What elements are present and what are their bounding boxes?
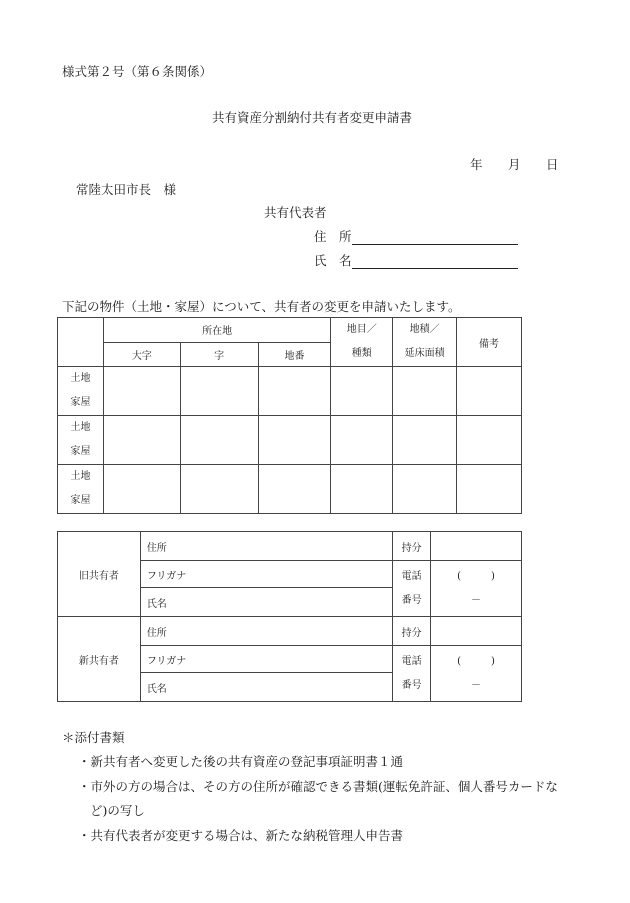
table-row	[58, 416, 522, 465]
old-owner-phone-label: 電話 番号	[393, 561, 431, 617]
addressee: 常陸太田市長 様	[76, 182, 177, 197]
chimoku-cell[interactable]	[331, 367, 393, 416]
chiseki-cell[interactable]	[393, 367, 457, 416]
oaza-header: 大字	[103, 342, 180, 367]
attachments-heading: ＊添付書類	[62, 730, 125, 745]
biko-cell[interactable]	[457, 367, 522, 416]
oaza-cell[interactable]	[103, 416, 180, 465]
old-owner-phone-field[interactable]: ( ) －	[431, 561, 522, 617]
oaza-cell[interactable]	[103, 465, 180, 514]
date-month: 月	[508, 157, 521, 172]
address-label: 住 所	[314, 229, 352, 244]
attachment-item: ど)の写し	[90, 803, 145, 818]
chiban-header: 地番	[258, 342, 331, 367]
new-owner-phone-field[interactable]: ( ) －	[431, 646, 522, 702]
old-owner-address[interactable]: 住所	[140, 532, 392, 561]
old-owner-share-field[interactable]	[431, 532, 522, 561]
representative-name-line[interactable]	[314, 251, 518, 269]
date-day: 日	[546, 157, 559, 172]
new-owner-address[interactable]: 住所	[140, 617, 392, 646]
type-header-cell	[58, 318, 104, 367]
aza-cell[interactable]	[180, 416, 258, 465]
location-header: 所在地	[103, 318, 330, 343]
old-owner-name[interactable]: 氏名	[140, 588, 392, 617]
biko-cell[interactable]	[457, 465, 522, 514]
new-owner-share-label: 持分	[393, 617, 431, 646]
page-title: 共有資産分割納付共有者変更申請書	[212, 110, 413, 125]
chimoku-cell[interactable]	[331, 416, 393, 465]
attachment-item: ・共有代表者が変更する場合は、新たな納税管理人申告書	[78, 828, 404, 843]
old-owner-label: 旧共有者	[58, 532, 141, 617]
chiseki-header: 地積／ 延床面積	[393, 318, 457, 367]
chiseki-cell[interactable]	[393, 465, 457, 514]
old-owner-share-label: 持分	[393, 532, 431, 561]
owner-table	[57, 531, 522, 702]
date-year: 年	[470, 157, 483, 172]
new-owner-furigana[interactable]: フリガナ	[140, 646, 392, 673]
table-row	[58, 367, 522, 416]
chiban-cell[interactable]	[258, 416, 331, 465]
name-label: 氏 名	[314, 253, 352, 268]
new-owner-share-field[interactable]	[431, 617, 522, 646]
new-owner-phone-label: 電話 番号	[393, 646, 431, 702]
old-owner-furigana[interactable]: フリガナ	[140, 561, 392, 588]
representative-heading: 共有代表者	[264, 205, 327, 220]
name-field[interactable]	[352, 256, 518, 269]
aza-header: 字	[180, 342, 258, 367]
form-number: 様式第２号（第６条関係）	[62, 64, 213, 79]
biko-cell[interactable]	[457, 416, 522, 465]
property-table	[57, 317, 522, 514]
chimoku-cell[interactable]	[331, 465, 393, 514]
aza-cell[interactable]	[180, 465, 258, 514]
address-field[interactable]	[352, 232, 518, 245]
chiban-cell[interactable]	[258, 367, 331, 416]
attachment-item: ・新共有者へ変更した後の共有資産の登記事項証明書１通	[78, 754, 404, 769]
attachment-item: ・市外の方の場合は、その方の住所が確認できる書類(運転免許証、個人番号カードな	[78, 779, 558, 794]
new-owner-name[interactable]: 氏名	[140, 673, 392, 702]
new-owner-label: 新共有者	[58, 617, 141, 702]
chiban-cell[interactable]	[258, 465, 331, 514]
chimoku-header: 地目／ 種類	[331, 318, 393, 367]
intro-text: 下記の物件（土地・家屋）について、共有者の変更を申請いたします。	[62, 299, 461, 314]
chiseki-cell[interactable]	[393, 416, 457, 465]
oaza-cell[interactable]	[103, 367, 180, 416]
aza-cell[interactable]	[180, 367, 258, 416]
property-type-cell: 土地 家屋	[58, 416, 104, 465]
property-type-cell: 土地 家屋	[58, 367, 104, 416]
representative-address-line[interactable]	[314, 227, 518, 245]
biko-header: 備考	[457, 318, 522, 367]
property-type-cell: 土地 家屋	[58, 465, 104, 514]
table-row	[58, 465, 522, 514]
